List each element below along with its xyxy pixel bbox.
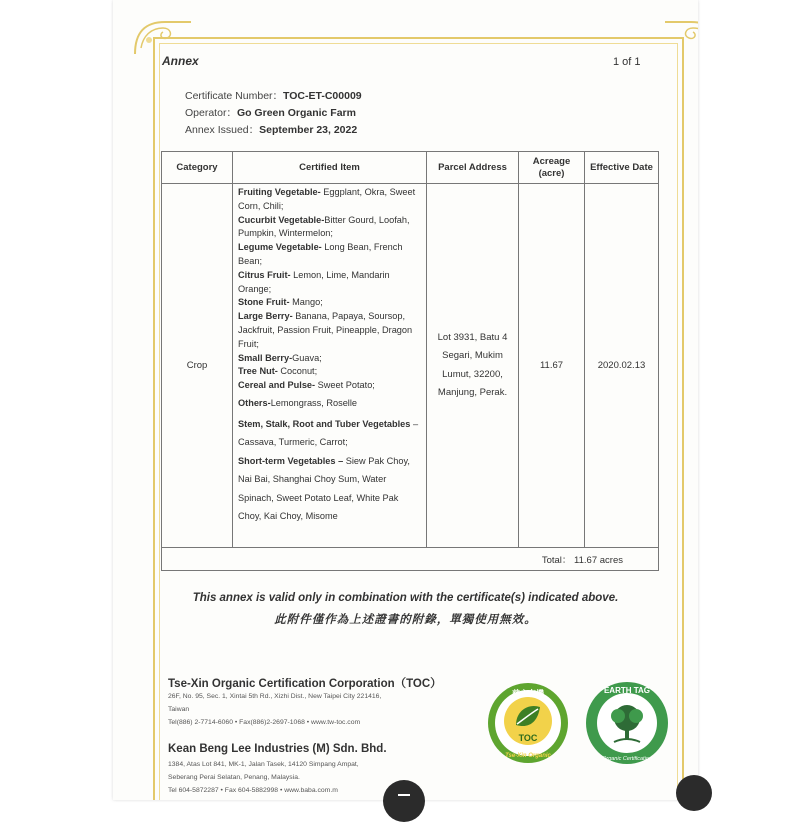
scroll-down-button[interactable] — [383, 780, 425, 822]
item-line: Citrus Fruit- Lemon, Lime, Mandarin Orange; — [238, 269, 390, 294]
certificate-number-value: TOC-ET-C00009 — [283, 90, 362, 102]
svg-text:EARTH TAG: EARTH TAG — [603, 686, 651, 695]
acreage-cell: 11.67 — [519, 184, 585, 548]
toc-organic-logo-icon — [486, 681, 570, 765]
svg-text:Organic Certification: Organic Certification — [602, 756, 652, 762]
total-row — [162, 548, 659, 571]
item-line: Short-term Vegetables – Siew Pak Choy, Nai Bai, Shanghai Choy Sum, Water Spinach, Sweet Potato Leaf, White Pak Choy, Kai Choy, Misome — [238, 455, 410, 522]
annex-issued-row — [185, 122, 357, 137]
item-line: Fruiting Vegetable- Eggplant, Okra, Sweet Corn, Chili; — [238, 187, 416, 211]
header-effective-date: Effective Date — [585, 152, 659, 184]
operator-value: Go Green Organic Farm — [236, 107, 356, 119]
certificate-number-label: Certificate Number： — [185, 90, 284, 102]
svg-text:Tse-Xin Organic: Tse-Xin Organic — [505, 753, 551, 759]
client-address-line-2: Seberang Perai Selatan, Penang, Malaysia. — [168, 774, 300, 781]
category-cell: Crop — [162, 184, 233, 548]
table-row — [162, 184, 659, 548]
validity-statement-chinese: 此附件僅作為上述證書的附錄，單獨使用無效。 — [274, 612, 537, 626]
annex-title: Annex — [162, 54, 199, 68]
header-certified-item: Certified Item — [233, 152, 427, 184]
effective-date-cell: 2020.02.13 — [585, 184, 659, 548]
total-cell — [162, 548, 659, 571]
svg-text:慈心有機: 慈心有機 — [512, 689, 544, 698]
earth-tag-logo-icon — [584, 680, 670, 766]
certificate-page — [113, 0, 698, 800]
total-value: 11.67 acres — [574, 555, 623, 566]
item-line: Cereal and Pulse- Sweet Potato; — [238, 380, 375, 391]
certified-items-cell — [233, 184, 427, 548]
header-acreage: Acreage (acre) — [519, 152, 585, 184]
annex-issued-label: Annex Issued： — [185, 124, 260, 136]
item-line: Small Berry-Guava; — [238, 352, 322, 363]
header-parcel-address: Parcel Address — [427, 152, 519, 184]
client-name: Kean Beng Lee Industries (M) Sdn. Bhd. — [168, 743, 387, 755]
table-header-row — [162, 152, 659, 184]
ornament-corner-left-icon — [131, 18, 195, 58]
item-line: Cucurbit Vegetable-Bitter Gourd, Loofah, Pumpkin, Wintermelon; — [238, 214, 410, 239]
issuer-address-line-2: Taiwan — [168, 706, 190, 713]
item-line: Stone Fruit- Mango; — [238, 297, 323, 308]
item-line: Others-Lemongrass, Roselle — [238, 397, 357, 408]
item-line: Stem, Stalk, Root and Tuber Vegetables – Cassava, Turmeric, Carrot; — [238, 418, 419, 448]
operator-row — [185, 105, 356, 120]
ornament-corner-right-icon — [661, 18, 698, 58]
item-line: Large Berry- Banana, Papaya, Soursop, Jackfruit, Passion Fruit, Pineapple, Dragon Fruit; — [238, 311, 413, 349]
issuer-name: Tse-Xin Organic Certification Corporation（TOC） — [168, 678, 442, 690]
certified-items-table — [161, 151, 659, 571]
issuer-contact: Tel(886) 2-7714-6060 • Fax(886)2-2697-1068 • www.tw-toc.com — [168, 719, 361, 726]
client-address-line-1: 1384, Atas Lot 841, MK-1, Jalan Tasek, 14120 Simpang Ampat, — [168, 761, 359, 768]
item-line: Legume Vegetable- Long Bean, French Bean; — [238, 242, 403, 266]
svg-text:TOC: TOC — [518, 733, 538, 743]
issuer-address-line-1: 26F, No. 95, Sec. 1, Xintai 5th Rd., Xizhi Dist., New Taipei City 221416, — [168, 693, 382, 700]
certificate-number-row — [185, 88, 362, 103]
item-line: Tree Nut- Coconut; — [238, 366, 318, 377]
annex-issued-value: September 23, 2022 — [259, 124, 358, 136]
validity-statement-english: This annex is valid only in combination with the certificate(s) indicated above. — [192, 592, 619, 604]
scroll-right-button[interactable] — [676, 775, 712, 811]
page-number: 1 of 1 — [613, 56, 641, 68]
client-contact: Tel 604-5872287 • Fax 604-5882998 • www.baba.com.m — [168, 787, 338, 794]
total-label: Total： — [541, 555, 572, 566]
header-category: Category — [162, 152, 233, 184]
minus-icon — [398, 794, 410, 796]
operator-label: Operator： — [185, 107, 237, 119]
parcel-address-cell: Lot 3931, Batu 4 Segari, Mukim Lumut, 32200, Manjung, Perak. — [427, 184, 519, 548]
